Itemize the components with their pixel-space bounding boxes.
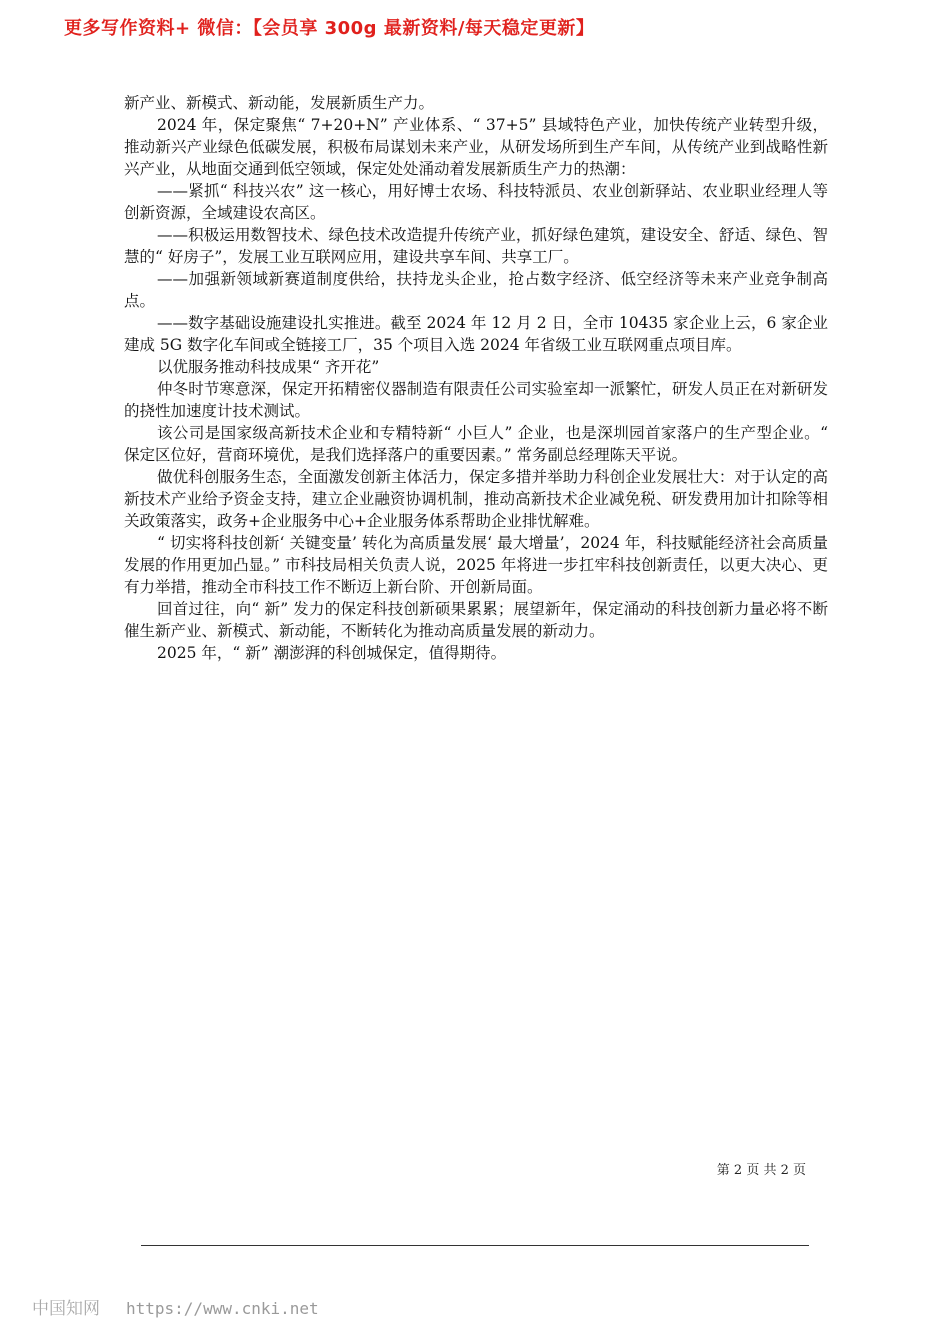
article-body: [124, 92, 828, 664]
paragraph: 2025 年，“ 新” 潮澎湃的科创城保定，值得期待。: [157, 644, 507, 662]
paragraph: ——加强新领域新赛道制度供给，扶持龙头企业，抢占数字经济、低空经济等未来产业竞争制高点。: [124, 270, 828, 310]
section-heading: 以优服务推动科技成果“ 齐开花”: [157, 358, 380, 376]
paragraph: 做优科创服务生态，全面激发创新主体活力，保定多措并举助力科创企业发展壮大：对于认定的高新技术产业给予资金支持，建立企业融资协调机制，推动高新技术企业减免税、研发费用加计扣除等相关政策落实，政务+企业服务中心+企业服务体系帮助企业排忧解难。: [124, 468, 828, 530]
footer-divider: [141, 1245, 809, 1246]
paragraph: 回首过往，向“ 新” 发力的保定科技创新硕果累累；展望新年，保定涌动的科技创新力量必将不断催生新产业、新模式、新动能，不断转化为推动高质量发展的新动力。: [124, 600, 828, 640]
paragraph: ——紧抓“ 科技兴农” 这一核心，用好博士农场、科技特派员、农业创新驿站、农业职业经理人等创新资源，全域建设农高区。: [124, 182, 828, 222]
paragraph: ——数字基础设施建设扎实推进。截至 2024 年 12 月 2 日，全市 10435 家企业上云，6 家企业建成 5G 数字化车间或全链接工厂，35 个项目入选 2024 年省级工业互联网重点项目库。: [124, 314, 828, 354]
paragraph: ——积极运用数智技术、绿色技术改造提升传统产业，抓好绿色建筑，建设安全、舒适、绿色、智慧的“ 好房子”，发展工业互联网应用，建设共享车间、共享工厂。: [124, 226, 828, 266]
site-name: 中国知网: [32, 1299, 100, 1319]
site-url-link[interactable]: https://www.cnki.net: [126, 1299, 319, 1318]
watermark-footer: [32, 1294, 319, 1319]
page-number: 第 2 页 共 2 页: [716, 1163, 806, 1178]
paragraph: 新产业、新模式、新动能，发展新质生产力。: [124, 94, 435, 112]
promo-banner: 更多写作资料+ 微信：【会员享 300g 最新资料/每天稳定更新】: [64, 18, 595, 39]
paragraph: 该公司是国家级高新技术企业和专精特新“ 小巨人” 企业，也是深圳园首家落户的生产型企业。“ 保定区位好，营商环境优，是我们选择落户的重要因素。” 常务副总经理陈天平说。: [124, 424, 828, 464]
paragraph: 仲冬时节寒意深，保定开拓精密仪器制造有限责任公司实验室却一派繁忙，研发人员正在对新研发的挠性加速度计技术测试。: [124, 380, 828, 420]
paragraph: “ 切实将科技创新‘ 关键变量’ 转化为高质量发展‘ 最大增量’，2024 年，科技赋能经济社会高质量发展的作用更加凸显。” 市科技局相关负责人说，2025 年将进一步扛牢科技创新责任，以更大决心、更有力举措，推动全市科技工作不断迈上新台阶、开创新局面。: [124, 534, 828, 596]
paragraph: 2024 年，保定聚焦“ 7+20+N” 产业体系、“ 37+5” 县域特色产业，加快传统产业转型升级，推动新兴产业绿色低碳发展，积极布局谋划未来产业，从研发场所到生产车间，从传统产业到战略性新兴产业，从地面交通到低空领域，保定处处涌动着发展新质生产力的热潮：: [124, 116, 828, 178]
